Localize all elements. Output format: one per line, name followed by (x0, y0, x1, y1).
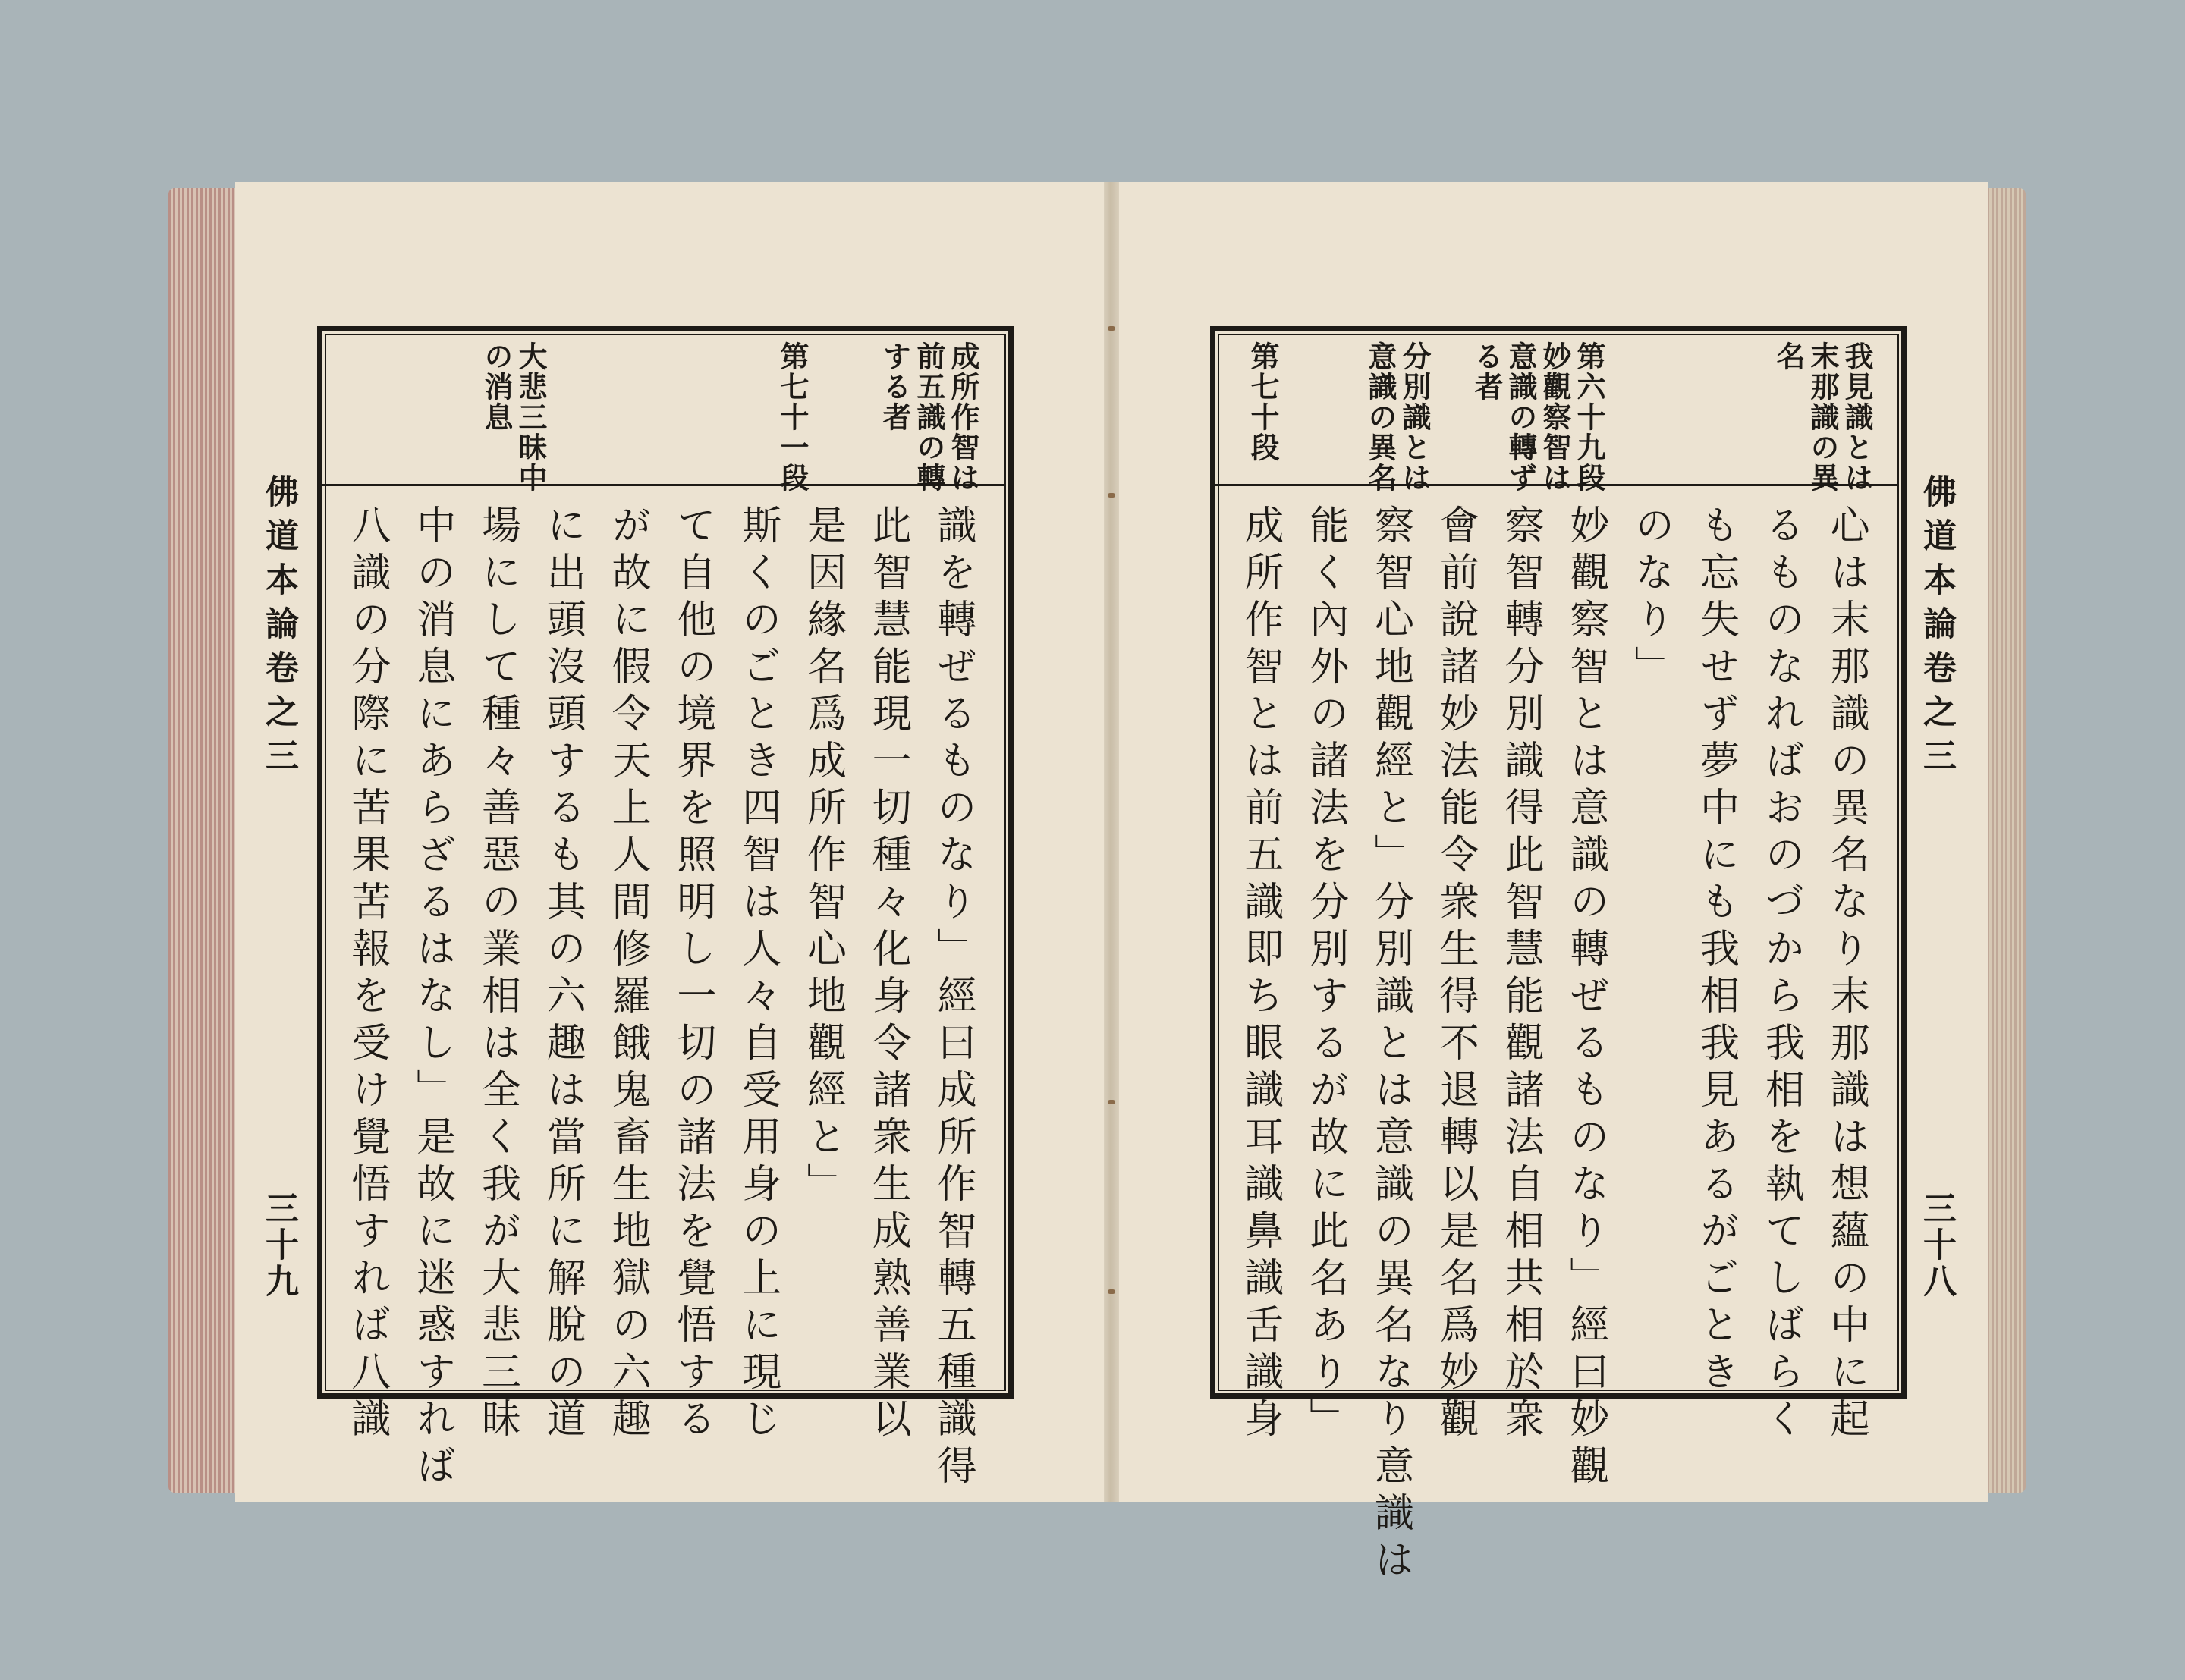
right-text-column: も忘失せず夢中にも我相我見あるがごとき (1693, 504, 1739, 1398)
left-headnote: 前五識の轉 (912, 341, 946, 493)
right-text-column: 成所作智とは前五識即ち眼識耳識鼻識舌識身 (1237, 504, 1283, 1445)
right-headnote: 妙觀察智は (1538, 341, 1572, 493)
right-text-column: 心は末那識の異名なり末那識は想蘊の中に起 (1823, 504, 1869, 1445)
left-headnote: する者 (878, 341, 912, 432)
right-headnote: 我見識とは (1840, 341, 1874, 493)
gutter (1104, 182, 1119, 1502)
left-text-column: 斯くのごとき四智は人々自受用身の上に現じ (734, 504, 781, 1445)
binding-stitch (1108, 1100, 1115, 1104)
right-text-column: 能く內外の諸法を分別するが故に此名あり」 (1302, 504, 1348, 1445)
left-headnote: の消息 (479, 341, 514, 432)
binding-stitch (1108, 493, 1115, 498)
right-text-column: 察智轉分別識得此智慧能觀諸法自相共相於衆 (1498, 504, 1544, 1445)
left-page-edges (168, 188, 241, 1493)
right-text-column: 妙觀察智とは意識の轉ぜるものなり」經曰妙觀 (1562, 504, 1608, 1492)
binding-stitch (1108, 1289, 1115, 1294)
left-text-column: に出頭沒頭するも其の六趣は當所に解脫の道 (539, 504, 586, 1445)
left-headnote: 成所作智は (946, 341, 980, 493)
left-folio: 三十九 (259, 1191, 298, 1300)
right-headnote: 名 (1772, 341, 1806, 372)
left-text-column: 是因緣名爲成所作智心地觀經と」 (800, 504, 846, 1210)
right-text-column: 察智心地觀經と」分別識とは意識の異名なり意識は (1367, 504, 1413, 1586)
left-text-column: て自他の境界を照明し一切の諸法を覺悟する (669, 504, 715, 1445)
left-headnote-rule (322, 484, 1004, 486)
right-headnote: 意識の異名 (1363, 341, 1397, 493)
right-section-number: 第六十九段 (1572, 341, 1606, 493)
right-headnote: る者 (1470, 341, 1504, 402)
right-headnote: 意識の轉ず (1504, 341, 1538, 493)
left-text-column: 識を轉ぜるものなり」經曰成所作智轉五種識得 (930, 504, 976, 1492)
left-text-column: 場にして種々善惡の業相は全く我が大悲三昧 (474, 504, 520, 1445)
right-running-head: 佛道本論卷之三 (1917, 474, 1956, 782)
left-text-column: が故に假令天上人間修羅餓鬼畜生地獄の六趣 (605, 504, 651, 1445)
left-section-number: 第七十一段 (775, 341, 810, 493)
left-headnote: 大悲三昧中 (514, 341, 548, 493)
right-text-column: 會前說諸妙法能令衆生得不退轉以是名爲妙觀 (1432, 504, 1479, 1445)
right-headnote: 分別識とは (1397, 341, 1432, 493)
left-text-column: 此智慧能現一切種々化身令諸衆生成熟善業以 (865, 504, 911, 1445)
right-headnote: 末那識の異 (1806, 341, 1840, 493)
binding-stitch (1108, 326, 1115, 331)
right-text-column: のなり」 (1627, 504, 1674, 692)
right-text-column: るものなればおのづから我相を執てしばらく (1758, 504, 1804, 1445)
left-text-column: 中の消息にあらざるはなし」是故に迷惑すれば (409, 504, 455, 1492)
right-folio: 三十八 (1917, 1191, 1956, 1300)
right-section-number: 第七十段 (1246, 341, 1280, 463)
left-text-column: 八識の分際に苦果苦報を受け覺悟すれば八識 (344, 504, 390, 1445)
left-running-head: 佛道本論卷之三 (259, 474, 298, 782)
